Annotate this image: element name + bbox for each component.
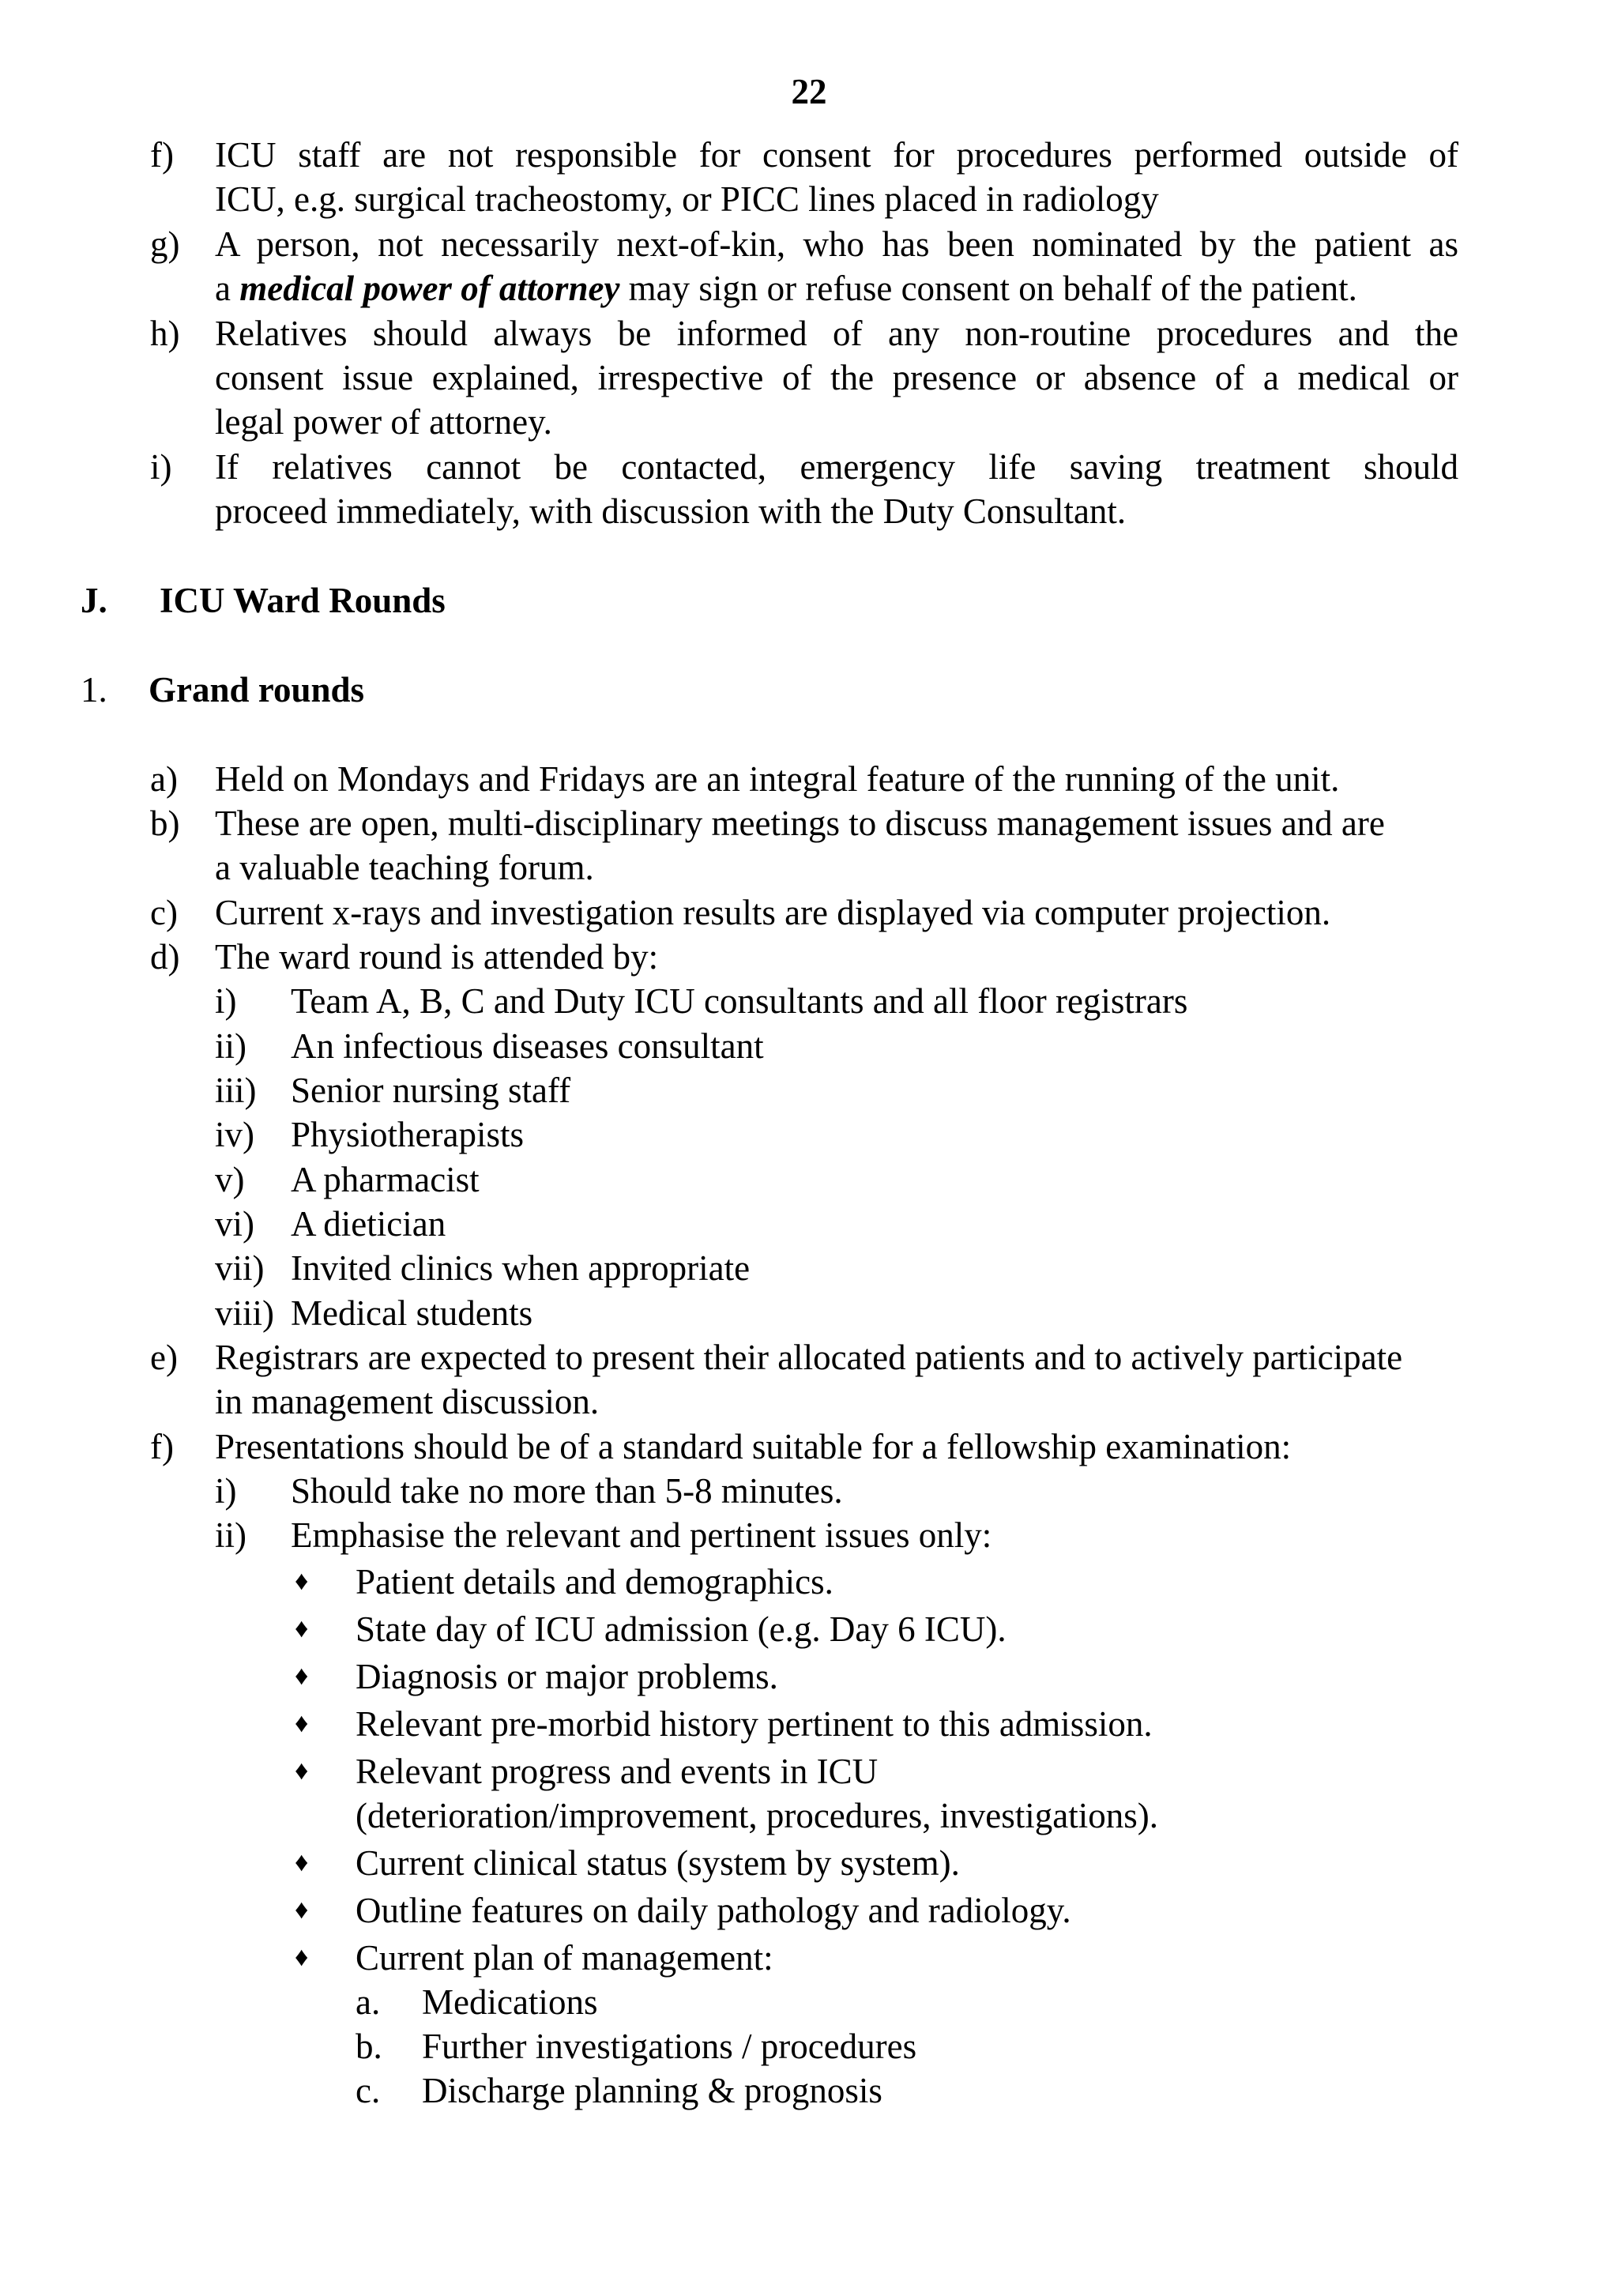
- list-text-line: Discharge planning & prognosis: [422, 2071, 882, 2110]
- list-text-line: Medical students: [291, 1293, 533, 1333]
- list-text-line: consent issue explained, irrespective of the presence or absence of a medical or: [215, 358, 1458, 397]
- list-marker: v): [215, 1160, 245, 1199]
- list-marker: b): [150, 804, 180, 843]
- list-text-line: legal power of attorney.: [215, 402, 552, 442]
- list-marker: a): [150, 759, 178, 799]
- list-marker: c): [150, 893, 178, 932]
- diamond-bullet-icon: ♦: [295, 1756, 309, 1786]
- list-text-line: Registrars are expected to present their allocated patients and to actively participate: [215, 1338, 1403, 1377]
- section-title: ICU Ward Rounds: [160, 581, 446, 620]
- subsection-number: 1.: [81, 670, 107, 710]
- list-marker: f): [150, 1427, 174, 1466]
- list-marker: d): [150, 937, 180, 977]
- list-marker: i): [215, 981, 237, 1021]
- diamond-bullet-icon: ♦: [295, 1662, 309, 1691]
- list-text-line: A pharmacist: [291, 1160, 480, 1199]
- subsection-title: Grand rounds: [149, 670, 365, 710]
- list-marker: f): [150, 135, 174, 175]
- list-text-line: Current x-rays and investigation results are displayed via computer projection.: [215, 893, 1331, 932]
- diamond-bullet-icon: ♦: [295, 1567, 309, 1596]
- list-text-line: State day of ICU admission (e.g. Day 6 ICU).: [356, 1609, 1007, 1649]
- list-marker: ii): [215, 1515, 246, 1555]
- diamond-bullet-icon: ♦: [295, 1895, 309, 1925]
- list-text-line: Further investigations / procedures: [422, 2027, 917, 2066]
- diamond-bullet-icon: ♦: [295, 1848, 309, 1877]
- diamond-bullet-icon: ♦: [295, 1614, 309, 1643]
- list-text-line: Diagnosis or major problems.: [356, 1657, 778, 1696]
- list-text-line: in management discussion.: [215, 1382, 600, 1421]
- list-marker: vi): [215, 1204, 254, 1244]
- list-text-line: Team A, B, C and Duty ICU consultants and all floor registrars: [291, 981, 1188, 1021]
- list-text-line: If relatives cannot be contacted, emergency life saving treatment should: [215, 447, 1458, 487]
- list-marker: c.: [356, 2071, 381, 2110]
- diamond-bullet-icon: ♦: [295, 1709, 309, 1738]
- list-text-line: ICU, e.g. surgical tracheostomy, or PICC lines placed in radiology: [215, 179, 1159, 219]
- emphasis-term: medical power of attorney: [239, 269, 620, 308]
- list-marker: a.: [356, 1982, 381, 2022]
- diamond-bullet-icon: ♦: [295, 1943, 309, 1972]
- section-letter: J.: [81, 581, 107, 620]
- list-text-line: An infectious diseases consultant: [291, 1026, 764, 1066]
- page-number: 22: [791, 72, 827, 111]
- list-marker: iii): [215, 1071, 257, 1110]
- list-text-line: Presentations should be of a standard suitable for a fellowship examination:: [215, 1427, 1292, 1466]
- list-marker: ii): [215, 1026, 246, 1066]
- list-text-line: proceed immediately, with discussion with the Duty Consultant.: [215, 491, 1127, 531]
- list-marker: h): [150, 314, 180, 353]
- list-text-line: Medications: [422, 1982, 598, 2022]
- list-marker: g): [150, 224, 180, 264]
- list-text-line: A dietician: [291, 1204, 446, 1244]
- list-text-line: Senior nursing staff: [291, 1071, 571, 1110]
- list-text-line: Current plan of management:: [356, 1938, 773, 1978]
- list-text-line: (deterioration/improvement, procedures, investigations).: [356, 1796, 1158, 1835]
- list-marker: vii): [215, 1248, 265, 1288]
- list-text-line: Emphasise the relevant and pertinent issues only:: [291, 1515, 992, 1555]
- list-text-line: Relevant progress and events in ICU: [356, 1752, 879, 1791]
- list-text-line: Current clinical status (system by system).: [356, 1843, 960, 1883]
- list-text-line: a valuable teaching forum.: [215, 848, 594, 887]
- list-text-line: Relevant pre-morbid history pertinent to this admission.: [356, 1704, 1153, 1744]
- list-text-line: Patient details and demographics.: [356, 1562, 833, 1602]
- list-marker: b.: [356, 2027, 382, 2066]
- list-text-line: a medical power of attorney may sign or refuse consent on behalf of the patient.: [215, 269, 1357, 308]
- list-text-line: Invited clinics when appropriate: [291, 1248, 751, 1288]
- list-text-line: Physiotherapists: [291, 1115, 525, 1154]
- list-text-line: Held on Mondays and Fridays are an integral feature of the running of the unit.: [215, 759, 1340, 799]
- list-marker: i): [150, 447, 172, 487]
- list-text-line: Relatives should always be informed of any non-routine procedures and the: [215, 314, 1458, 353]
- list-marker: iv): [215, 1115, 254, 1154]
- list-marker: e): [150, 1338, 178, 1377]
- list-text-line: The ward round is attended by:: [215, 937, 659, 977]
- list-marker: viii): [215, 1293, 274, 1333]
- list-text-line: A person, not necessarily next-of-kin, who has been nominated by the patient as: [215, 224, 1458, 264]
- list-text-line: Should take no more than 5-8 minutes.: [291, 1471, 843, 1511]
- list-text-line: ICU staff are not responsible for consent for procedures performed outside of: [215, 135, 1458, 175]
- list-text-line: Outline features on daily pathology and radiology.: [356, 1891, 1071, 1930]
- list-marker: i): [215, 1471, 237, 1511]
- list-text-line: These are open, multi-disciplinary meetings to discuss management issues and are: [215, 804, 1385, 843]
